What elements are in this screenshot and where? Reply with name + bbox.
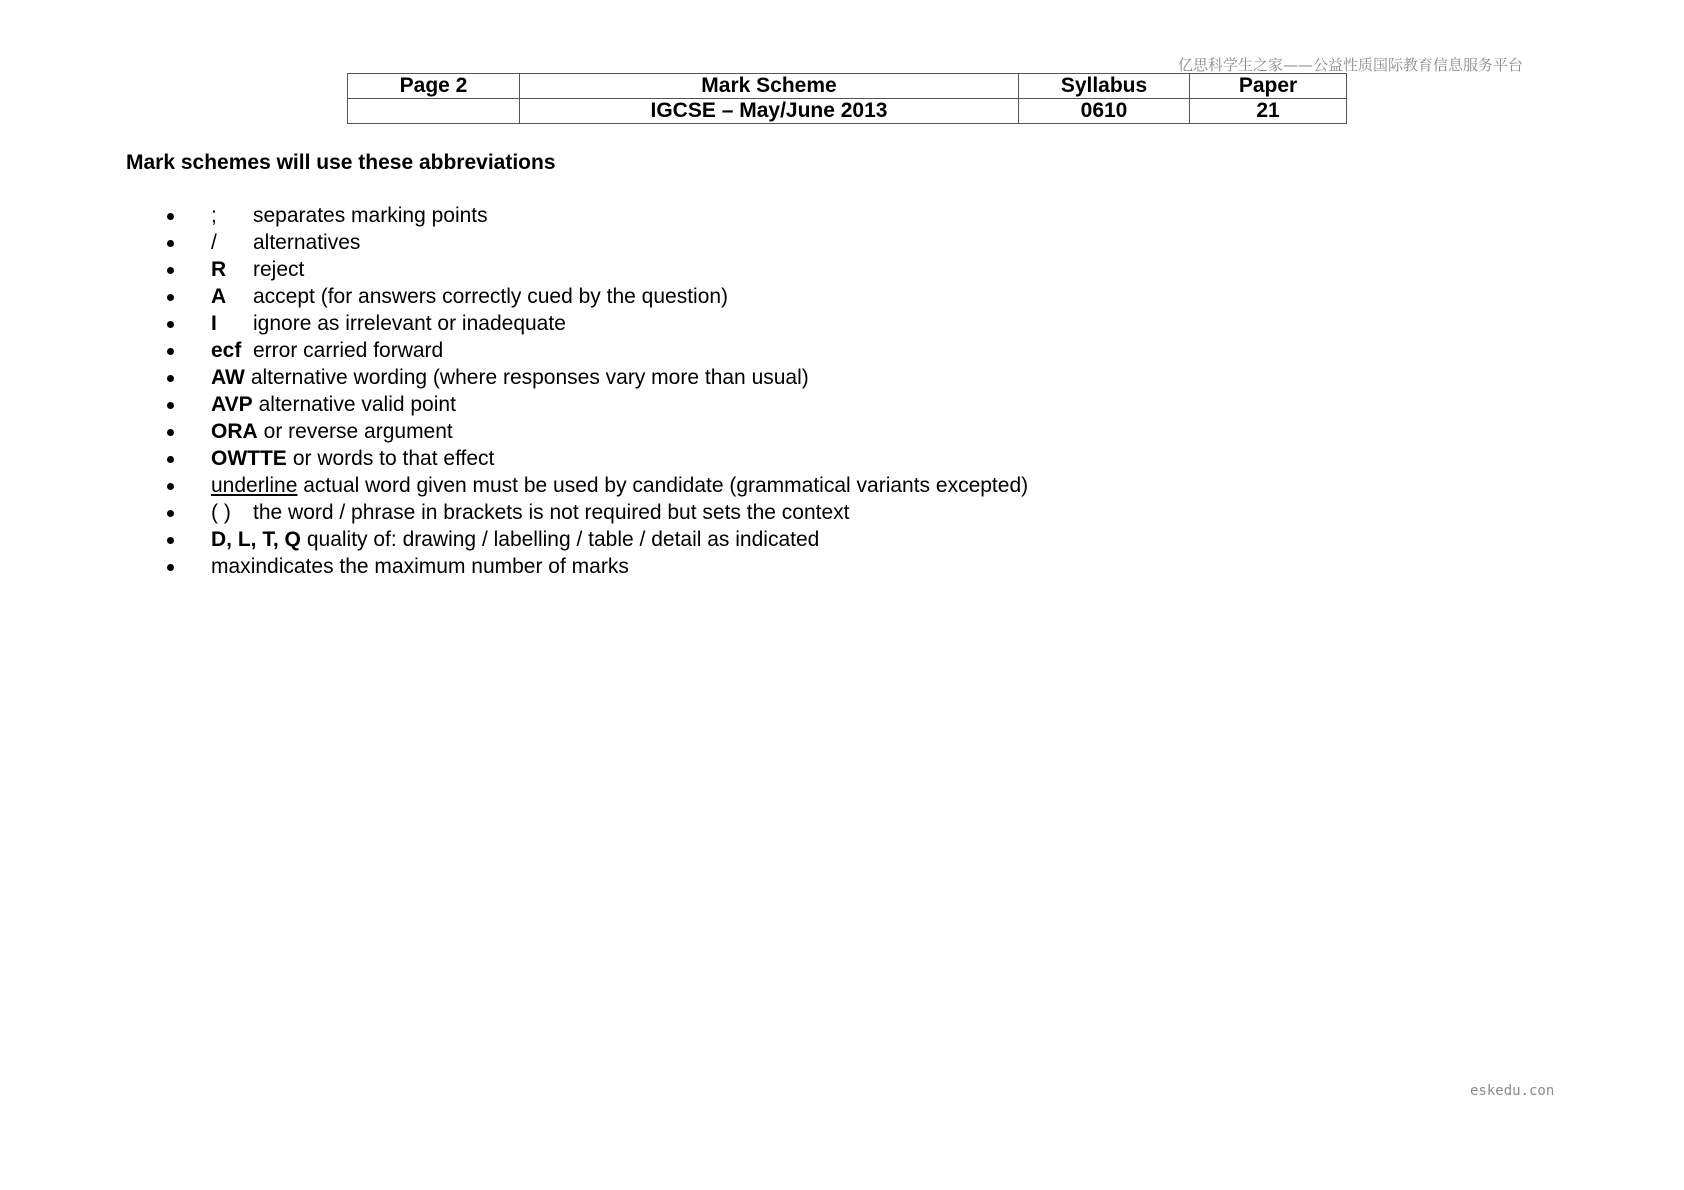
abbreviation-key: AW — [211, 366, 245, 389]
page-number-cell: Page 2 — [348, 74, 520, 99]
abbreviation-key: D, L, T, Q — [211, 528, 301, 551]
abbreviation-key: / — [211, 231, 217, 254]
abbreviation-description: accept (for answers correctly cued by the question) — [253, 285, 729, 308]
mark-scheme-label-cell: Mark Scheme — [520, 74, 1019, 99]
abbreviation-description: separates marking points — [253, 204, 488, 227]
abbreviation-key: ecf — [211, 339, 242, 362]
list-item — [165, 472, 1028, 499]
paper-number-cell: 21 — [1190, 99, 1347, 124]
abbreviation-key: ( ) — [211, 501, 231, 524]
abbreviation-description: alternatives — [253, 231, 361, 254]
list-item — [165, 364, 1028, 391]
header-row-values — [348, 99, 1347, 124]
abbreviation-list — [165, 202, 1028, 580]
abbreviation-key: A — [211, 285, 227, 308]
list-item — [165, 229, 1028, 256]
list-item — [165, 553, 1028, 580]
abbreviation-description: ignore as irrelevant or inadequate — [253, 312, 566, 335]
abbreviation-description: or words to that effect — [292, 447, 495, 470]
abbreviation-key: R — [211, 258, 227, 281]
watermark-top: 亿思科学生之家——公益性质国际教育信息服务平台 — [1178, 56, 1524, 74]
abbreviation-description: alternative valid point — [258, 393, 456, 416]
list-item — [165, 310, 1028, 337]
abbreviation-key: AVP — [211, 393, 253, 416]
abbreviation-key: OWTTE — [211, 447, 287, 470]
header-table — [347, 73, 1347, 124]
abbreviation-key: I — [211, 312, 217, 335]
list-item — [165, 337, 1028, 364]
section-title: Mark schemes will use these abbreviations — [126, 151, 556, 174]
list-item — [165, 283, 1028, 310]
abbreviation-description: or reverse argument — [263, 420, 453, 443]
abbreviation-description — [297, 474, 1028, 497]
empty-cell — [348, 99, 520, 124]
abbreviation-key: max — [211, 555, 251, 578]
abbreviation-key: ; — [211, 204, 217, 227]
header-row-labels — [348, 74, 1347, 99]
abbreviation-description: indicates the maximum number of marks — [250, 555, 629, 578]
list-item — [165, 499, 1028, 526]
list-item — [165, 256, 1028, 283]
abbreviation-description-text: actual word given must be used by candidate (grammatical variants excepted) — [303, 474, 1029, 497]
list-item — [165, 445, 1028, 472]
watermark-bottom: eskedu.con — [1470, 1083, 1555, 1099]
list-item — [165, 418, 1028, 445]
exam-session-cell: IGCSE – May/June 2013 — [520, 99, 1019, 124]
abbreviation-description: reject — [253, 258, 305, 281]
syllabus-code-cell: 0610 — [1019, 99, 1190, 124]
abbreviation-key: ORA — [211, 420, 258, 443]
list-item — [165, 526, 1028, 553]
list-item — [165, 391, 1028, 418]
syllabus-label-cell: Syllabus — [1019, 74, 1190, 99]
abbreviation-key: underline — [211, 474, 298, 497]
abbreviation-description: quality of: drawing / labelling / table / detail as indicated — [306, 528, 820, 551]
list-item — [165, 202, 1028, 229]
paper-label-cell: Paper — [1190, 74, 1347, 99]
abbreviation-description: the word / phrase in brackets is not required but sets the context — [253, 501, 850, 524]
abbreviation-description: error carried forward — [253, 339, 444, 362]
abbreviation-description: alternative wording (where responses vary more than usual) — [250, 366, 809, 389]
